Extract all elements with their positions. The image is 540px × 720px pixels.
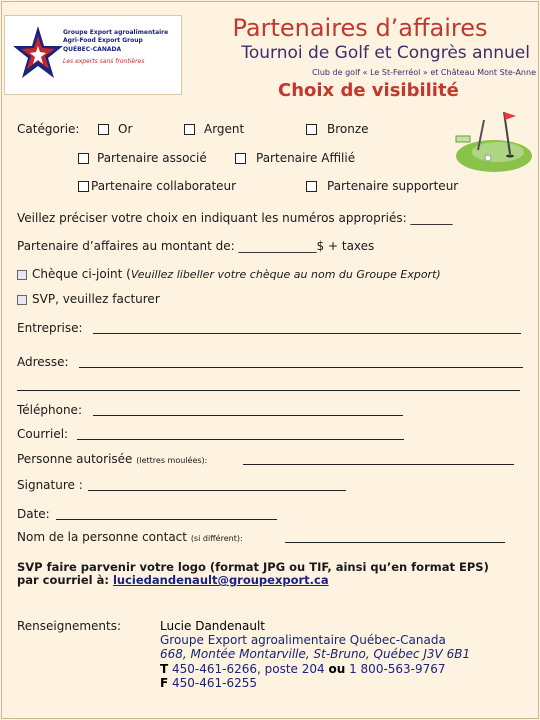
checkbox-bronze[interactable]	[306, 124, 317, 135]
logo-request-line-2	[17, 573, 329, 587]
checkbox-collaborateur[interactable]	[78, 181, 89, 192]
cheque-label	[32, 267, 441, 281]
adresse-label: Adresse:	[17, 355, 69, 369]
amount-line: Partenaire d’affaires au montant de: _____________$ + taxes	[17, 239, 375, 253]
option-collaborateur-label: Partenaire collaborateur	[91, 179, 237, 193]
checkbox-supporteur[interactable]	[306, 181, 317, 192]
golf-clipart-icon	[454, 106, 536, 174]
logo-tagline: Les experts sans frontières	[63, 58, 145, 65]
phone-tollfree: 1 800-563-9767	[345, 662, 446, 676]
telephone-label: Téléphone:	[17, 403, 82, 417]
phone-or: ou	[328, 662, 346, 676]
cheque-note: Veuillez libeller votre chèque au nom du Groupe Export)	[130, 268, 441, 281]
signature-field[interactable]	[88, 490, 346, 491]
contact-address: 668, Montée Montarville, St-Bruno, Québec J3V 6B1	[160, 647, 471, 661]
adresse-field[interactable]	[79, 367, 523, 368]
event-subtitle: Tournoi de Golf et Congrès annuel	[241, 43, 530, 63]
contact-label	[17, 530, 243, 544]
logo-request-prefix: par courriel à:	[17, 573, 113, 587]
cheque-label-text: Chèque ci-joint (	[32, 267, 131, 281]
checkbox-cheque[interactable]	[17, 270, 27, 280]
courriel-field[interactable]	[77, 439, 404, 440]
personne-note: (lettres moulées):	[136, 456, 208, 465]
instruction-line: Veillez préciser votre choix en indiquant les numéros appropriés: _______	[17, 211, 453, 225]
option-argent-label: Argent	[204, 122, 245, 136]
courriel-label: Courriel:	[17, 427, 69, 441]
personne-label	[17, 452, 207, 466]
email-link[interactable]: luciedandenault@groupexport.ca	[112, 573, 329, 587]
telephone-field[interactable]	[93, 415, 403, 416]
checkbox-argent[interactable]	[184, 124, 195, 135]
entreprise-label: Entreprise:	[17, 321, 83, 335]
venue-line: Club de golf « Le St-Ferréol » et Château Mont Ste-Anne	[312, 68, 536, 77]
logo-line-2: Agri-Food Export Group	[63, 37, 143, 44]
option-or-label: Or	[118, 122, 133, 136]
logo-line-3: QUÉBEC-CANADA	[63, 46, 122, 53]
logo-line-1: Groupe Export agroalimentaire	[63, 29, 169, 36]
facturer-label: SVP, veuillez facturer	[32, 292, 160, 306]
entreprise-field[interactable]	[93, 333, 521, 334]
option-associe-label: Partenaire associé	[97, 151, 207, 165]
renseignements-label: Renseignements:	[17, 619, 122, 633]
option-bronze-label: Bronze	[327, 122, 369, 136]
adresse-field-line-2[interactable]	[17, 390, 520, 391]
contact-label-text: Nom de la personne contact	[17, 530, 187, 544]
page-title: Partenaires d’affaires	[232, 14, 488, 42]
personne-field[interactable]	[243, 464, 514, 465]
checkbox-associe[interactable]	[78, 153, 89, 164]
option-supporteur-label: Partenaire supporteur	[327, 179, 459, 193]
checkbox-affilie[interactable]	[235, 153, 246, 164]
contact-org: Groupe Export agroalimentaire Québec-Canada	[160, 633, 446, 647]
contact-name: Lucie Dandenault	[160, 619, 266, 633]
phone-value: 450-461-6266, poste 204	[168, 662, 329, 676]
contact-phone	[160, 662, 446, 676]
date-field[interactable]	[56, 519, 277, 520]
category-label: Catégorie:	[17, 122, 80, 136]
fax-value: 450-461-6255	[168, 676, 258, 690]
personne-label-text: Personne autorisée	[17, 452, 133, 466]
phone-label: T	[160, 662, 169, 676]
star-logo-icon	[11, 24, 65, 84]
logo-request-line-1: SVP faire parvenir votre logo (format JPG ou TIF, ainsi qu’en format EPS)	[17, 560, 489, 574]
company-logo	[4, 15, 182, 95]
date-label: Date:	[17, 507, 50, 521]
fax-label: F	[160, 676, 169, 690]
contact-note: (si différent):	[190, 534, 243, 543]
option-affilie-label: Partenaire Affilié	[256, 151, 356, 165]
contact-fax	[160, 676, 257, 690]
checkbox-or[interactable]	[98, 124, 109, 135]
checkbox-facturer[interactable]	[17, 295, 27, 305]
signature-label: Signature :	[17, 478, 83, 492]
section-title: Choix de visibilité	[278, 80, 459, 101]
contact-field[interactable]	[285, 542, 505, 543]
